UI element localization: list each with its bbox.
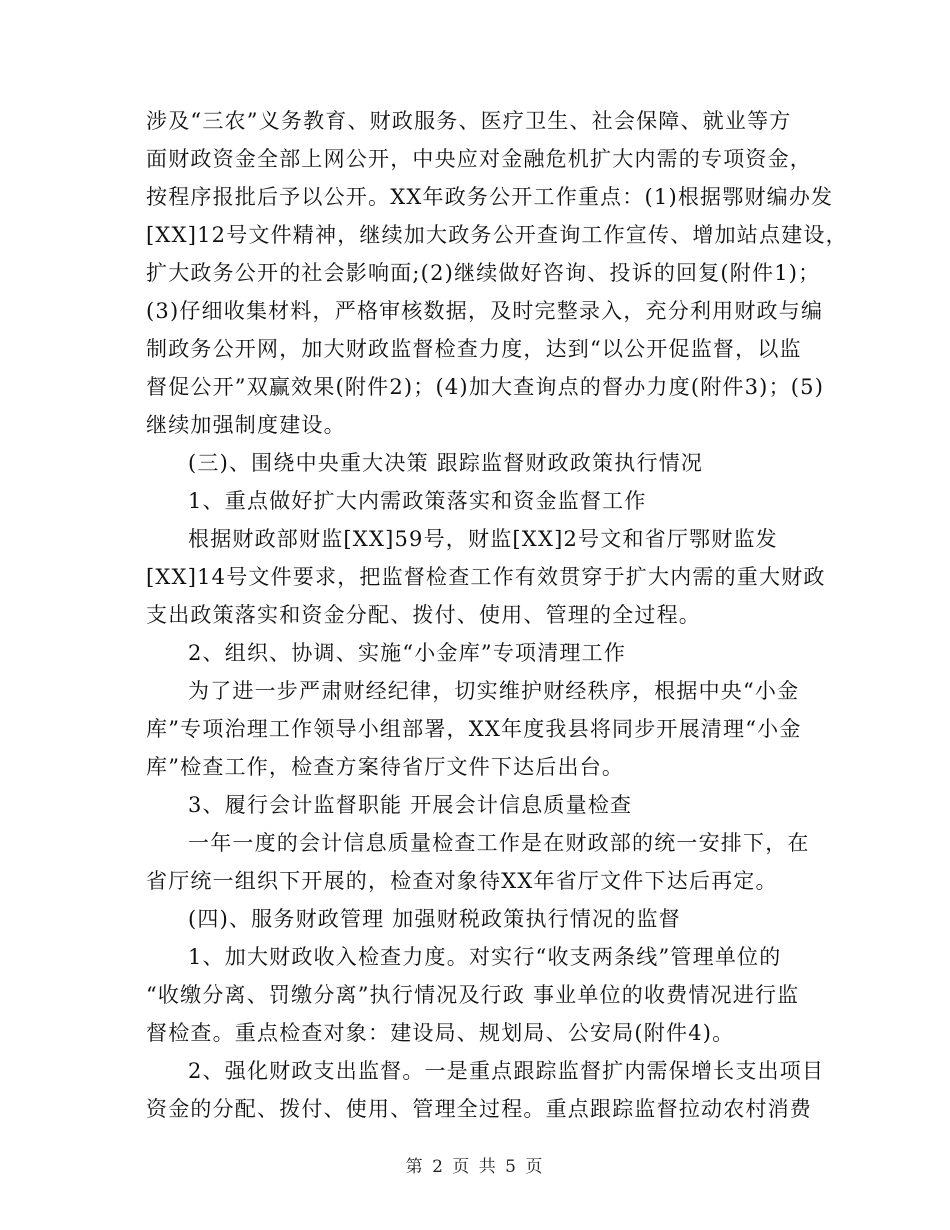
subsection-heading: 3、履行会计监督职能 开展会计信息质量检查 — [188, 793, 633, 817]
text-line: “收缴分离、罚缴分离”执行情况及行政 事业单位的收费情况进行监 — [146, 983, 800, 1007]
text-line: [XX]12号文件精神，继续加大政务公开查询工作宣传、增加站点建设， — [146, 223, 848, 247]
text-line: 督检查。重点检查对象：建设局、规划局、公安局(附件4)。 — [146, 1021, 735, 1045]
text-line: 支出政策落实和资金分配、拨付、使用、管理的全过程。 — [146, 603, 701, 627]
text-line: (3)仔细收集材料，严格审核数据，及时完整录入，充分利用财政与编 — [146, 299, 824, 323]
text-line: 库”专项治理工作领导小组部署，XX年度我县将同步开展清理“小金 — [146, 717, 802, 741]
text-line: 2、强化财政支出监督。一是重点跟踪监督扩内需保增长支出项目 — [188, 1059, 825, 1083]
subsection-heading: 1、重点做好扩大内需政策落实和资金监督工作 — [188, 489, 647, 513]
text-line: 督促公开”双赢效果(附件2)；(4)加大查询点的督办力度(附件3)；(5) — [146, 375, 825, 399]
text-line: 按程序报批后予以公开。XX年政务公开工作重点：(1)根据鄂财编办发 — [146, 185, 834, 209]
subsection-heading: 2、组织、协调、实施“小金库”专项清理工作 — [188, 641, 627, 665]
text-line: 库”检查工作，检查方案待省厅文件下达后出台。 — [146, 755, 625, 779]
text-line: 一年一度的会计信息质量检查工作是在财政部的统一安排下，在 — [188, 831, 810, 855]
text-line: 省厅统一组织下开展的，检查对象待XX年省厅文件下达后再定。 — [146, 869, 778, 893]
page-footer — [0, 1152, 950, 1177]
document-body — [146, 102, 848, 1128]
text-line: 继续加强制度建设。 — [146, 413, 346, 437]
text-line: 1、加大财政收入检查力度。对实行“收支两条线”管理单位的 — [188, 945, 782, 969]
section-heading: (三)、围绕中央重大决策 跟踪监督财政政策执行情况 — [188, 451, 704, 475]
text-line: 为了进一步严肃财经纪律，切实维护财经秩序，根据中央“小金 — [188, 679, 800, 703]
text-line: 扩大政务公开的社会影响面;(2)继续做好咨询、投诉的回复(附件1)； — [146, 261, 821, 285]
text-line: 涉及“三农”义务教育、财政服务、医疗卫生、社会保障、就业等方 — [146, 109, 792, 133]
text-line: 资金的分配、拨付、使用、管理全过程。重点跟踪监督拉动农村消费 — [146, 1097, 812, 1121]
text-line: 面财政资金全部上网公开，中央应对金融危机扩大内需的专项资金， — [146, 147, 812, 171]
text-line: 根据财政部财监[XX]59号，财监[XX]2号文和省厅鄂财监发 — [188, 527, 778, 551]
section-heading: (四)、服务财政管理 加强财税政策执行情况的监督 — [188, 907, 681, 931]
text-line: 制政务公开网，加大财政监督检查力度，达到“以公开促监督，以监 — [146, 337, 802, 361]
text-line: [XX]14号文件要求，把监督检查工作有效贯穿于扩大内需的重大财政 — [146, 565, 826, 589]
page-number-label: 第 2 页 共 5 页 — [405, 1157, 545, 1177]
